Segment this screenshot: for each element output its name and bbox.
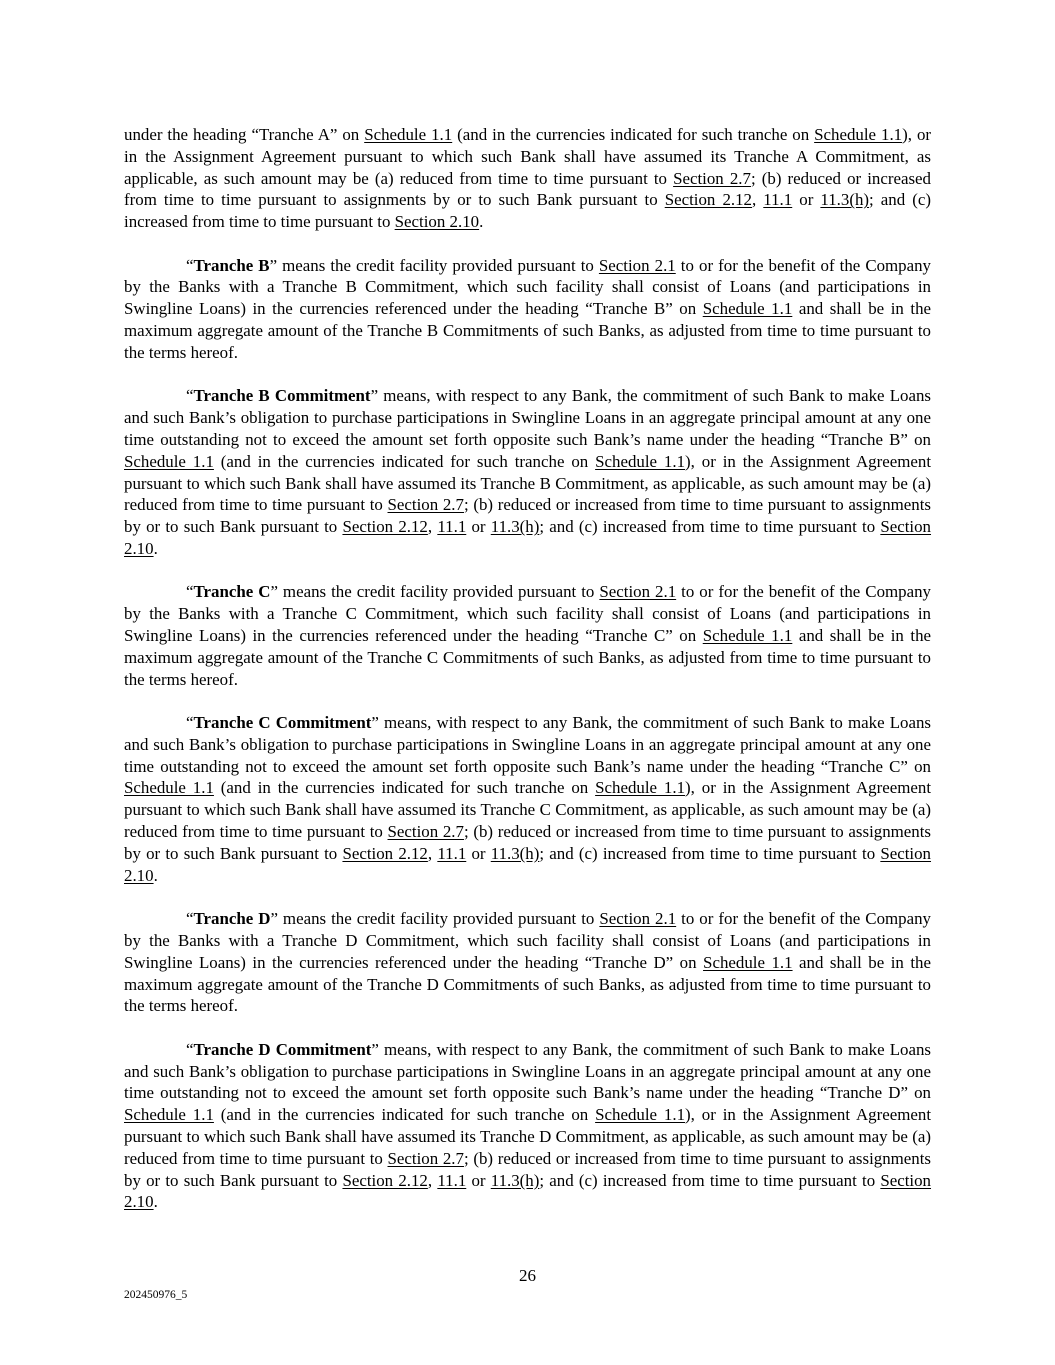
- body-text: ; (b) reduced or increased from time to time pursuant to assignments by or to such Bank pursuant to: [124, 495, 931, 537]
- body-text: .: [153, 538, 158, 558]
- body-text: ; and (c) increased from time to time pursuant to: [124, 190, 931, 232]
- cross-reference: Section 2.7: [673, 168, 751, 188]
- cross-reference: 11.1: [437, 517, 467, 537]
- cross-reference: 11.1: [763, 190, 793, 210]
- cross-reference: Section 2.10: [124, 1170, 932, 1212]
- cross-reference: Section 2.10: [124, 517, 932, 558]
- cross-reference: Schedule 1.1: [124, 1105, 214, 1125]
- body-text: and shall be in the maximum aggregate amount of the Tranche C Commitments of such Banks, as adjusted from time to time pursuant to the terms hereof.: [124, 626, 932, 689]
- body-text: or: [466, 517, 491, 537]
- cross-reference: Schedule 1.1: [595, 451, 686, 471]
- cross-reference: Section 2.12: [342, 843, 428, 863]
- cross-reference: Section 2.7: [387, 822, 464, 842]
- defined-term: Tranche C: [193, 582, 271, 602]
- body-text: ; and (c) increased from time to time pursuant to: [539, 843, 881, 863]
- cross-reference: Section 2.12: [342, 517, 428, 537]
- body-text: ), or in the Assignment Agreement pursuant to which such Bank shall have assumed its Tranche A Commitment, as applicable, as such amount may be (a) reduced from time to time pursuant to: [124, 125, 932, 188]
- body-text: or: [466, 843, 491, 863]
- body-text: .: [153, 1192, 158, 1212]
- cross-reference: 11.3(h): [490, 1170, 540, 1190]
- body-text: and shall be in the maximum aggregate amount of the Tranche D Commitments of such Banks, as adjusted from time to time pursuant to the terms hereof.: [124, 952, 931, 1016]
- page-number: 26: [519, 1266, 536, 1285]
- body-text: under the heading “Tranche A” on: [124, 125, 365, 144]
- cross-reference: Section 2.12: [664, 190, 752, 210]
- defined-term: Tranche D: [193, 909, 271, 929]
- body-text: ), or in the Assignment Agreement pursuant to which such Bank shall have assumed its Tranche B Commitment, as applicable, as such amount may be (a) reduced from time to time pursuant to: [124, 451, 932, 515]
- cross-reference: Schedule 1.1: [124, 778, 214, 798]
- cross-reference: 11.3(h): [490, 517, 540, 537]
- body-text: ” means the credit facility provided pursuant to: [270, 909, 600, 929]
- body-text: “: [186, 386, 194, 406]
- body-text: .: [153, 865, 158, 885]
- body-text: or: [792, 190, 821, 210]
- body-text: ,: [427, 1170, 438, 1190]
- cross-reference: Schedule 1.1: [364, 125, 453, 144]
- body-text: to or for the benefit of the Company by the Banks with a Tranche B Commitment, which such facility shall consist of Loans (and participations in Swingline Loans) in the currencies referenced under the heading “Tranche B” on: [124, 255, 931, 319]
- body-text: (and in the currencies indicated for such tranche on: [213, 778, 596, 798]
- cross-reference: Section 2.1: [599, 582, 677, 602]
- body-text: ), or in the Assignment Agreement pursuant to which such Bank shall have assumed its Tranche D Commitment, as applicable, as such amount may be (a) reduced from time to time pursuant to: [124, 1105, 932, 1168]
- body-text: ” means, with respect to any Bank, the commitment of such Bank to make Loans and such Bank’s obligation to purchase participations in Swingline Loans in an aggregate principal amount at any one time outstanding not to exceed the amount set forth opposite such Bank’s name under the heading “Tranche C” on: [124, 713, 931, 776]
- definition-tranche-b: [124, 255, 931, 364]
- cross-reference: Section 2.12: [342, 1170, 428, 1190]
- document-id: 202450976_5: [124, 1289, 188, 1301]
- body-text: to or for the benefit of the Company by the Banks with a Tranche C Commitment, which such facility shall consist of Loans (and participations in Swingline Loans) in the currencies referenced under the heading “Tranche C” on: [124, 582, 931, 645]
- cross-reference: Section 2.7: [387, 1148, 464, 1168]
- cross-reference: Section 2.1: [599, 909, 677, 929]
- defined-term: Tranche C Commitment: [193, 713, 372, 733]
- body-text: ; and (c) increased from time to time pursuant to: [539, 1170, 881, 1190]
- defined-term: Tranche D Commitment: [193, 1039, 372, 1059]
- definition-tranche-c-commitment: [124, 712, 931, 886]
- cross-reference: Schedule 1.1: [702, 626, 793, 645]
- cross-reference: 11.1: [437, 1170, 467, 1190]
- body-text: “: [186, 713, 194, 733]
- cross-reference: Section 2.10: [394, 212, 480, 232]
- body-text: “: [186, 909, 194, 929]
- defined-term: Tranche B: [193, 255, 270, 275]
- body-text: or: [466, 1170, 491, 1190]
- body-text: ” means, with respect to any Bank, the commitment of such Bank to make Loans and such Bank’s obligation to purchase participations in Swingline Loans in an aggregate principal amount at any one time outstanding not to exceed the amount set forth opposite such Bank’s name under the heading “Tranche D” on: [124, 1039, 931, 1103]
- definition-tranche-b-commitment: [124, 385, 931, 559]
- cross-reference: 11.1: [437, 843, 467, 863]
- body-text: (and in the currencies indicated for such tranche on: [213, 1105, 596, 1125]
- document-body: [124, 124, 931, 1235]
- cross-reference: Schedule 1.1: [702, 299, 793, 319]
- cross-reference: Section 2.1: [598, 255, 676, 275]
- body-text: ,: [752, 190, 764, 210]
- cross-reference: Section 2.7: [387, 495, 464, 515]
- body-text: to or for the benefit of the Company by the Banks with a Tranche D Commitment, which such facility shall consist of Loans (and participations in Swingline Loans) in the currencies referenced under the heading “Tranche D” on: [124, 909, 931, 972]
- cross-reference: Schedule 1.1: [595, 778, 686, 798]
- body-text: ” means, with respect to any Bank, the commitment of such Bank to make Loans and such Bank’s obligation to purchase participations in Swingline Loans in an aggregate principal amount at any one time outstanding not to exceed the amount set forth opposite such Bank’s name under the heading “Tranche B” on: [124, 386, 931, 449]
- body-text: (and in the currencies indicated for such tranche on: [213, 451, 596, 471]
- body-text: .: [479, 212, 484, 232]
- body-text: ; and (c) increased from time to time pursuant to: [539, 517, 881, 537]
- definition-tranche-a-commitment-continued: [124, 124, 931, 233]
- body-text: ; (b) reduced or increased from time to time pursuant to assignments by or to such Bank pursuant to: [124, 1148, 931, 1190]
- cross-reference: Section 2.10: [124, 843, 932, 885]
- body-text: ), or in the Assignment Agreement pursuant to which such Bank shall have assumed its Tranche C Commitment, as applicable, as such amount may be (a) reduced from time to time pursuant to: [124, 778, 932, 842]
- body-text: ” means the credit facility provided pursuant to: [270, 582, 600, 602]
- defined-term: Tranche B Commitment: [193, 386, 371, 406]
- body-text: ,: [427, 517, 438, 537]
- definition-tranche-d-commitment: [124, 1039, 931, 1213]
- body-text: ; (b) reduced or increased from time to time pursuant to assignments by or to such Bank pursuant to: [124, 822, 931, 863]
- body-text: ; (b) reduced or increased from time to time pursuant to assignments by or to such Bank pursuant to: [124, 168, 931, 210]
- cross-reference: 11.3(h): [490, 843, 540, 863]
- body-text: “: [186, 1039, 194, 1059]
- cross-reference: 11.3(h): [820, 190, 870, 210]
- body-text: “: [186, 582, 194, 602]
- cross-reference: Schedule 1.1: [124, 451, 214, 471]
- definition-tranche-c: [124, 581, 931, 690]
- cross-reference: Schedule 1.1: [814, 125, 903, 144]
- body-text: ,: [427, 843, 438, 863]
- body-text: and shall be in the maximum aggregate amount of the Tranche B Commitments of such Banks, as adjusted from time to time pursuant to the terms hereof.: [124, 299, 932, 362]
- body-text: (and in the currencies indicated for such tranche on: [452, 125, 815, 144]
- cross-reference: Schedule 1.1: [595, 1105, 686, 1125]
- body-text: ” means the credit facility provided pursuant to: [269, 255, 599, 275]
- body-text: “: [186, 255, 194, 275]
- definition-tranche-d: [124, 908, 931, 1017]
- cross-reference: Schedule 1.1: [703, 952, 793, 972]
